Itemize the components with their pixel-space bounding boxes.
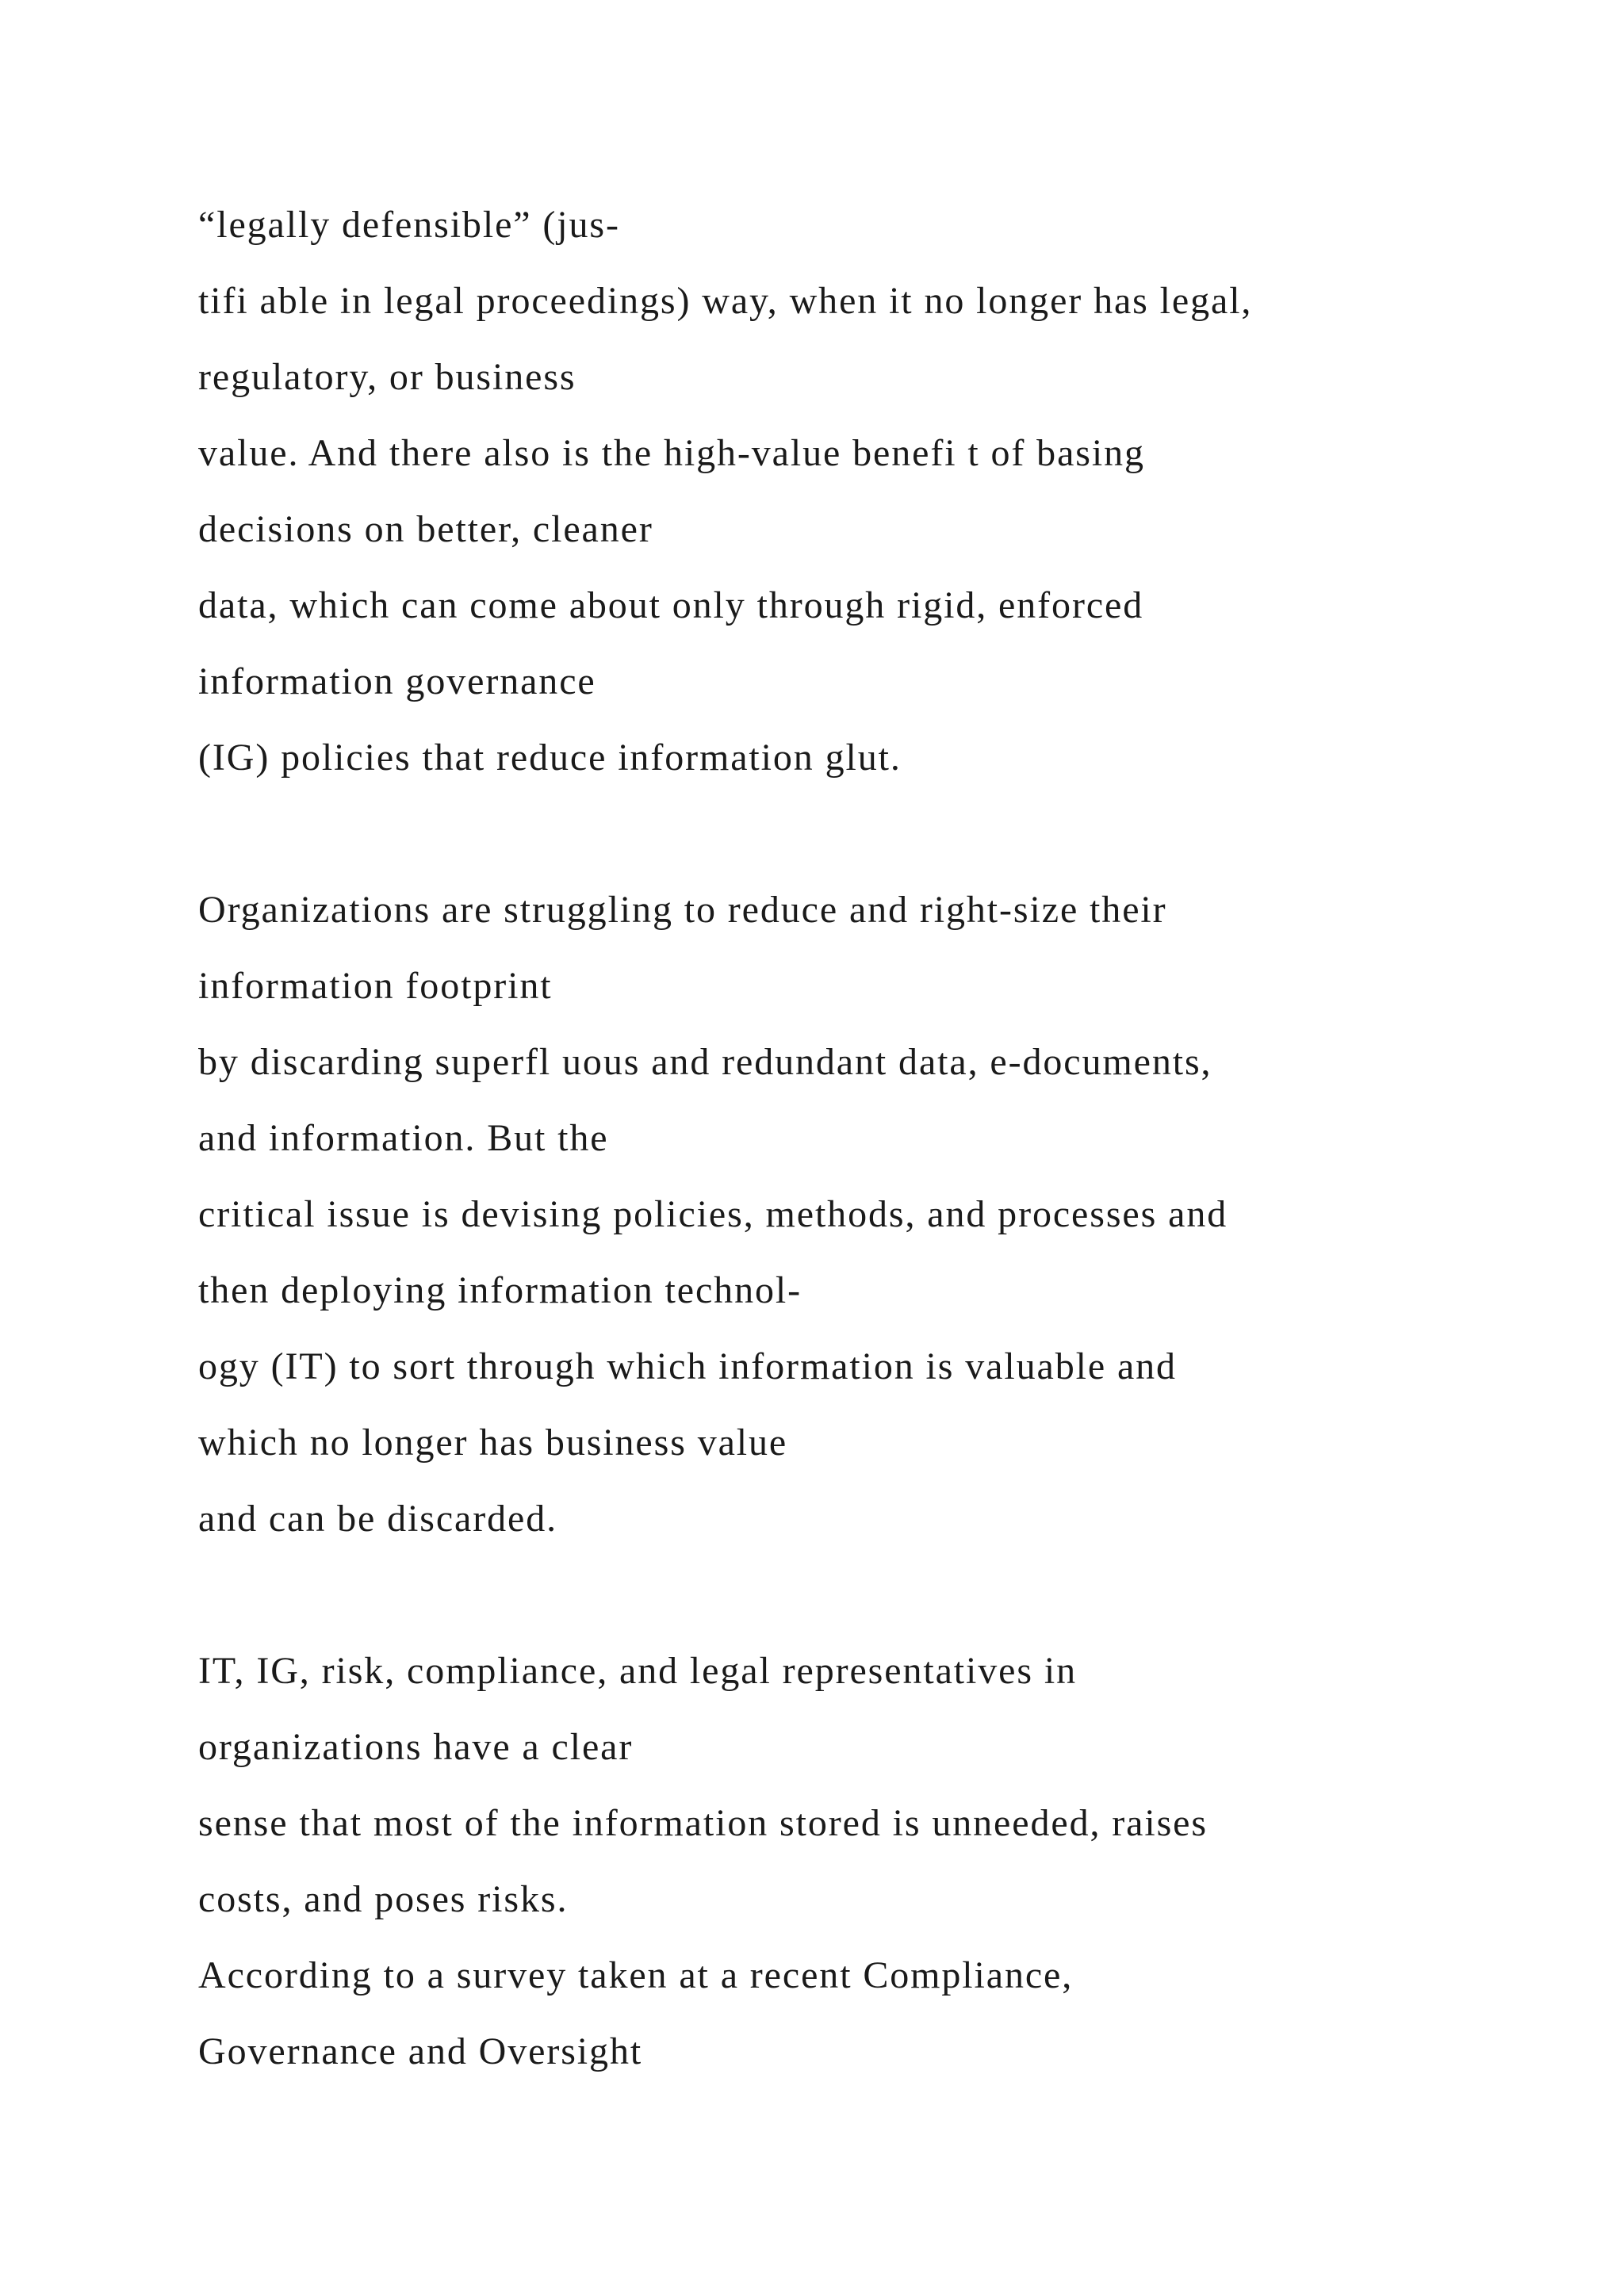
text-line: costs, and poses risks. xyxy=(198,1878,569,1920)
text-line: Governance and Oversight xyxy=(198,2030,643,2072)
paragraph-spacer xyxy=(198,796,1546,872)
text-line: by discarding superfl uous and redundant data, e-documents, xyxy=(198,1041,1212,1083)
document-body xyxy=(198,187,1546,2090)
paragraph-spacer xyxy=(198,1557,1546,1633)
text-line: then deploying information technol- xyxy=(198,1269,802,1311)
text-line: which no longer has business value xyxy=(198,1422,788,1464)
text-line: data, which can come about only through rigid, enforced xyxy=(198,584,1144,626)
text-line: decisions on better, cleaner xyxy=(198,508,653,550)
paragraph-3 xyxy=(198,1633,1546,2090)
text-line: organizations have a clear xyxy=(198,1726,634,1768)
text-line: “legally defensible” (jus- xyxy=(198,204,620,246)
paragraph-1 xyxy=(198,187,1546,796)
text-line: ogy (IT) to sort through which information is valuable and xyxy=(198,1345,1177,1387)
text-line: IT, IG, risk, compliance, and legal representatives in xyxy=(198,1650,1077,1692)
text-line: According to a survey taken at a recent Compliance, xyxy=(198,1954,1074,1996)
text-line: (IG) policies that reduce information glut. xyxy=(198,737,902,779)
text-line: regulatory, or business xyxy=(198,356,576,398)
text-line: Organizations are struggling to reduce and right-size their xyxy=(198,889,1167,931)
text-line: sense that most of the information stored is unneeded, raises xyxy=(198,1802,1208,1844)
text-line: tifi able in legal proceedings) way, when it no longer has legal, xyxy=(198,280,1253,322)
paragraph-2 xyxy=(198,872,1546,1557)
text-line: information governance xyxy=(198,660,596,702)
text-line: information footprint xyxy=(198,965,553,1007)
text-line: critical issue is devising policies, methods, and processes and xyxy=(198,1193,1228,1235)
text-line: value. And there also is the high-value benefi t of basing xyxy=(198,432,1145,474)
text-line: and information. But the xyxy=(198,1117,609,1159)
text-line: and can be discarded. xyxy=(198,1498,558,1540)
